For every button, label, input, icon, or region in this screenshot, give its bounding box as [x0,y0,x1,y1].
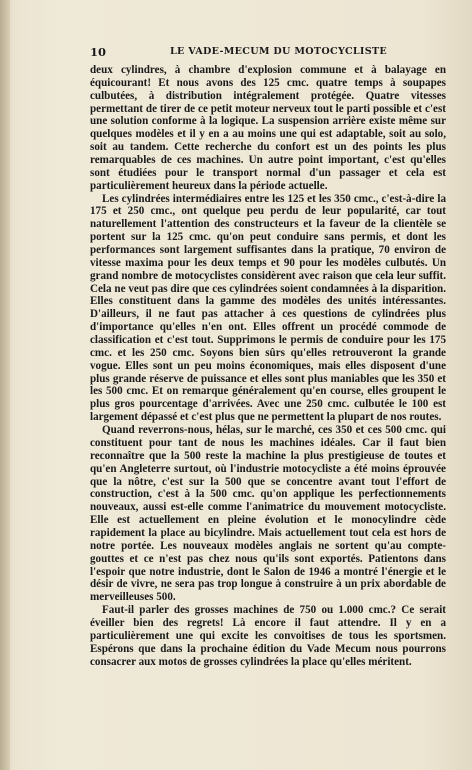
running-title: LE VADE-MECUM DU MOTOCYCLISTE [170,46,387,57]
running-header [90,45,445,59]
paragraph-2: Les cylindrées intermédiaires entre les 125 et les 350 cmc., c'est-à-dire la 175 et 250 cmc., ont quelque peu perdu de leur popularité, car tout naturellement l'attention des constructeurs et la faveur de la clientèle se portent sur la 125 cmc. qu'on peut conduire sans permis, et dont les performances sont largement suffisantes dans la pratique, 70 environ de vitesse maxima pour les deux temps et 90 pour les modèles culbutés. Un grand nombre de motocyclistes considèrent avec raison que cela leur suffit. Cela ne veut pas dire que ces cylindrées soient condamnées à la disparition. Elles constituent dans la gamme des modèles des unités intéressantes. D'ailleurs, il ne faut pas attacher à ces questions de cylindrées plus d'importance qu'elles n'en ont. Elles offrent un procédé commode de classification et c'est tout. Supprimons le permis de conduire pour les 175 cmc. et les 250 cmc. Soyons bien sûrs qu'elles retrouveront la grande vogue. Elles sont un peu moins économiques, mais elles disposent d'une plus grande réserve de puissance et elles sont plus maniables que les 350 et les 500 cmc. Et on remarque généralement qu'en course, elles groupent le plus gros pourcentage d'arrivées. Avec une 250 cmc. culbutée le 100 est largement dépassé et c'est plus que ne permettent la plupart de nos routes. [90,192,446,424]
paragraph-3: Quand reverrons-nous, hélas, sur le marché, ces 350 et ces 500 cmc. qui constituent pour tant de nous les machines idéales. Car il faut bien reconnaître que la 500 reste la machine la plus prestigieuse de toutes et qu'en Angleterre surtout, où l'industrie motocycliste a été moins éprouvée que la nôtre, c'est sur la 500 que se concentre avant tout l'effort de construction, c'est à la 500 cmc. qu'on applique les perfectionnements nouveaux, aussi est-elle comme l'animatrice du mouvement motocycliste. Elle est actuellement en pleine évolution et le monocylindre cède rapidement la place au bicylindre. Mais actuellement tout cela est hors de notre portée. Les nouveaux modèles anglais ne sortent qu'au compte-gouttes et ce n'est pas chez nous qu'ils sont exportés. Patientons dans l'espoir que notre industrie, dont le Salon de 1946 a montré l'énergie et le désir de vivre, ne sera pas trop longue à construire à un prix abordable de merveilleuses 500. [90,424,446,604]
page-gutter [0,0,10,770]
body-text [90,64,446,668]
page-number: 10 [90,45,107,59]
paragraph-4: Faut-il parler des grosses machines de 750 ou 1.000 cmc.? Ce serait éveiller bien des regrets! Là encore il faut attendre. Il y en a particulièrement une qui excite les convoitises de tous les sportsmen. Espérons que dans la prochaine édition du Vade Mecum nous pourrons consacrer aux motos de grosses cylindrées la place qu'elles méritent. [90,604,446,668]
paragraph-1: deux cylindres, à chambre d'explosion commune et à balayage en équicourant! Et nous avons des 125 cmc. quatre temps à soupapes culbutées, à distribution intégralement protégée. Quatre vitesses permettant de tirer de ce petit moteur nerveux tout le parti possible et c'est une solution conforme à la logique. La suspension arrière existe même sur quelques modèles et il y en a au moins une qui est adaptable, soit au solo, soit au tandem. Cette recherche du confort est un des points les plus remarquables de ces machines. Un autre point important, c'est qu'elles sont étudiées pour le transport normal d'un passager et cela est particulièrement heureux dans la période actuelle. [90,64,446,192]
